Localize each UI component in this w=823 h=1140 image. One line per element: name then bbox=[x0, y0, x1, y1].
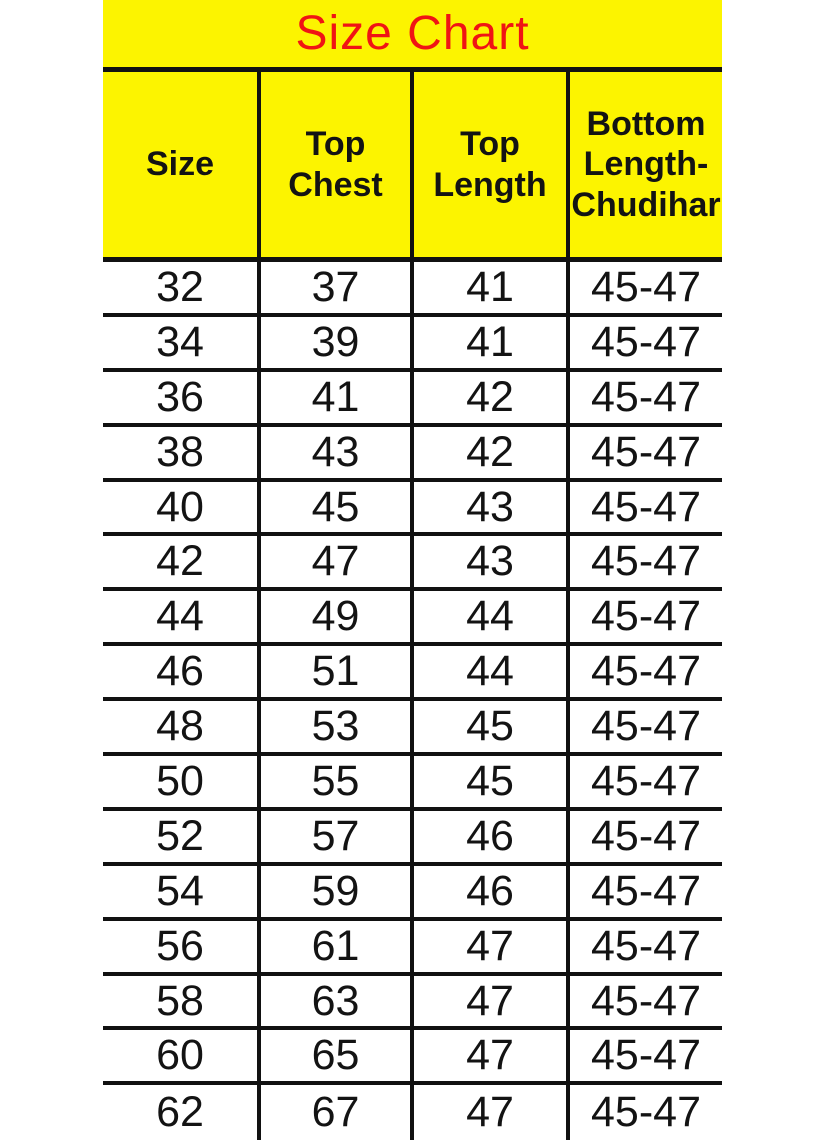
table-row bbox=[103, 591, 722, 646]
table-cell: 44 bbox=[156, 592, 204, 641]
table-row bbox=[103, 811, 722, 866]
table-cell: 38 bbox=[156, 427, 204, 476]
table-cell: 45-47 bbox=[566, 701, 722, 752]
table-cell: 61 bbox=[257, 921, 410, 972]
table-cell: 46 bbox=[410, 866, 566, 917]
table-cell: 45-47 bbox=[566, 372, 722, 423]
table-row bbox=[103, 262, 722, 317]
table-cell: 48 bbox=[156, 702, 204, 751]
column-header-top-length: Top Length bbox=[410, 72, 566, 257]
column-header-top-chest: Top Chest bbox=[257, 72, 410, 257]
table-cell: 34 bbox=[156, 317, 204, 366]
table-cell: 45-47 bbox=[566, 591, 722, 642]
table-row bbox=[103, 701, 722, 756]
table-cell: 45 bbox=[410, 701, 566, 752]
table-cell: 41 bbox=[410, 317, 566, 368]
header-row bbox=[103, 72, 722, 262]
table-cell: 36 bbox=[156, 372, 204, 421]
table-cell: 41 bbox=[257, 372, 410, 423]
table-cell: 45-47 bbox=[566, 866, 722, 917]
table-cell: 41 bbox=[410, 262, 566, 313]
table-cell: 45-47 bbox=[566, 646, 722, 697]
table-cell: 45-47 bbox=[566, 756, 722, 807]
table-cell: 45-47 bbox=[566, 536, 722, 587]
table-cell: 45-47 bbox=[566, 811, 722, 862]
table-row bbox=[103, 976, 722, 1031]
table-cell: 53 bbox=[257, 701, 410, 752]
table-cell: 39 bbox=[257, 317, 410, 368]
table-cell: 47 bbox=[410, 976, 566, 1027]
table-cell: 45-47 bbox=[566, 976, 722, 1027]
table-cell: 47 bbox=[257, 536, 410, 587]
table-row bbox=[103, 536, 722, 591]
table-cell: 42 bbox=[410, 372, 566, 423]
chart-title: Size Chart bbox=[295, 7, 530, 60]
table-cell: 51 bbox=[257, 646, 410, 697]
table-cell: 45-47 bbox=[566, 921, 722, 972]
table-cell: 56 bbox=[156, 921, 204, 970]
table-cell: 47 bbox=[410, 1030, 566, 1081]
table-row bbox=[103, 427, 722, 482]
table-cell: 45-47 bbox=[566, 317, 722, 368]
table-row bbox=[103, 866, 722, 921]
table-cell: 45 bbox=[257, 482, 410, 533]
table-cell: 43 bbox=[410, 482, 566, 533]
table-cell: 57 bbox=[257, 811, 410, 862]
table-cell: 46 bbox=[156, 647, 204, 696]
table-cell: 37 bbox=[257, 262, 410, 313]
table-row bbox=[103, 1030, 722, 1085]
table-cell: 47 bbox=[410, 921, 566, 972]
table-cell: 54 bbox=[156, 866, 204, 915]
table-cell: 49 bbox=[257, 591, 410, 642]
title-band bbox=[103, 0, 722, 72]
table-cell: 44 bbox=[410, 646, 566, 697]
table-cell: 59 bbox=[257, 866, 410, 917]
column-header-size: Size bbox=[145, 145, 215, 184]
table-cell: 43 bbox=[410, 536, 566, 587]
table-cell: 55 bbox=[257, 756, 410, 807]
table-cell: 45 bbox=[410, 756, 566, 807]
table-cell: 45-47 bbox=[566, 1030, 722, 1081]
table-row bbox=[103, 646, 722, 701]
column-header-bottom-length-chudihar: Bottom Length-Chudihar bbox=[566, 72, 722, 257]
table-cell: 45-47 bbox=[566, 427, 722, 478]
table-cell: 45-47 bbox=[566, 262, 722, 313]
table-row bbox=[103, 372, 722, 427]
table-cell: 45-47 bbox=[566, 1085, 722, 1140]
table-cell: 32 bbox=[156, 262, 204, 311]
table-cell: 50 bbox=[156, 756, 204, 805]
table-cell: 63 bbox=[257, 976, 410, 1027]
table-cell: 43 bbox=[257, 427, 410, 478]
size-chart-table bbox=[103, 0, 722, 1140]
table-cell: 67 bbox=[257, 1085, 410, 1140]
table-cell: 42 bbox=[156, 537, 204, 586]
table-row bbox=[103, 317, 722, 372]
table-row bbox=[103, 921, 722, 976]
table-cell: 52 bbox=[156, 811, 204, 860]
table-cell: 65 bbox=[257, 1030, 410, 1081]
table-cell: 42 bbox=[410, 427, 566, 478]
table-cell: 46 bbox=[410, 811, 566, 862]
table-row bbox=[103, 756, 722, 811]
table-cell: 40 bbox=[156, 482, 204, 531]
table-cell: 45-47 bbox=[566, 482, 722, 533]
table-cell: 58 bbox=[156, 976, 204, 1025]
table-cell: 47 bbox=[410, 1085, 566, 1140]
table-row bbox=[103, 482, 722, 537]
table-cell: 62 bbox=[156, 1088, 204, 1137]
table-cell: 44 bbox=[410, 591, 566, 642]
table-body bbox=[103, 262, 722, 1140]
table-cell: 60 bbox=[156, 1031, 204, 1080]
